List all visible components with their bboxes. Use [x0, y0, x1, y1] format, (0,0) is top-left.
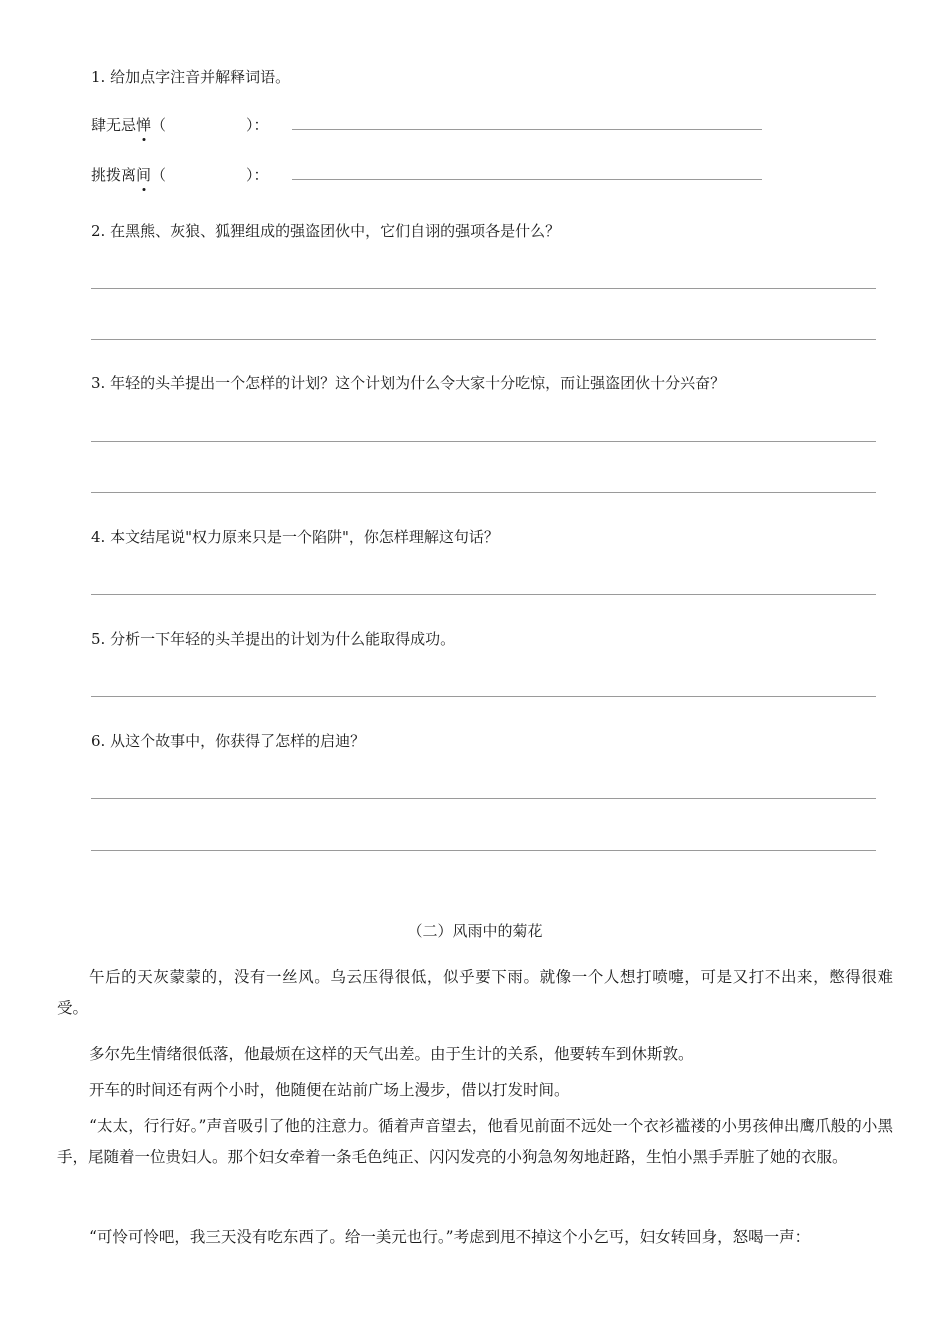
answer-line[interactable]	[91, 696, 876, 697]
vocab-word: 挑拨离	[91, 166, 137, 184]
section-title: （二）风雨中的菊花	[407, 922, 543, 940]
answer-line[interactable]	[91, 492, 876, 493]
paren-open: （	[151, 116, 167, 134]
paragraph: 午后的天灰蒙蒙的，没有一丝风。乌云压得很低，似乎要下雨。就像一个人想打喷嚏，可是又打不出来，憋得很难受。	[57, 968, 893, 1017]
paren-close: ）：	[246, 116, 269, 134]
paragraph: “太太，行行好。”声音吸引了他的注意力。循着声音望去，他看见前面不远处一个衣衫褴褛的小男孩伸出鹰爪般的小黑手，尾随着一位贵妇人。那个妇女牵着一条毛色纯正、闪闪发亮的小狗急匆匆地赶路，生怕小黑手弄脏了她的衣服。	[57, 1117, 893, 1166]
answer-line[interactable]	[91, 339, 876, 340]
answer-line[interactable]	[91, 441, 876, 442]
question-1: 1. 给加点字注音并解释词语。	[91, 68, 291, 86]
paragraph: “可怜可怜吧，我三天没有吃东西了。给一美元也行。”考虑到甩不掉这个小乞丐，妇女转回身，怒喝一声：	[89, 1228, 811, 1246]
vocab-word: 肆无忌	[91, 116, 137, 134]
paragraph: 开车的时间还有两个小时，他随便在站前广场上漫步，借以打发时间。	[89, 1081, 570, 1099]
paren-open: （	[151, 166, 167, 184]
question-2: 2. 在黑熊、灰狼、狐狸组成的强盗团伙中，它们自诩的强项各是什么？	[91, 222, 561, 240]
vocab-item-1	[91, 114, 269, 135]
answer-line[interactable]	[91, 288, 876, 289]
answer-line[interactable]	[91, 850, 876, 851]
question-4: 4. 本文结尾说"权力原来只是一个陷阱"，你怎样理解这句话？	[91, 528, 499, 546]
question-6: 6. 从这个故事中，你获得了怎样的启迪？	[91, 732, 366, 750]
question-5: 5. 分析一下年轻的头羊提出的计划为什么能取得成功。	[91, 630, 456, 648]
vocab-answer-line-1[interactable]	[292, 129, 762, 130]
answer-line[interactable]	[91, 594, 876, 595]
dotted-character: 间	[136, 166, 152, 184]
question-3: 3. 年轻的头羊提出一个怎样的计划？这个计划为什么令大家十分吃惊，而让强盗团伙十分兴奋？	[91, 374, 726, 392]
paren-close: ）：	[246, 166, 269, 184]
dotted-character: 惮	[136, 116, 152, 134]
vocab-answer-line-2[interactable]	[292, 179, 762, 180]
paragraph: 多尔先生情绪很低落，他最烦在这样的天气出差。由于生计的关系，他要转车到休斯敦。	[89, 1045, 694, 1063]
vocab-item-2	[91, 164, 269, 185]
answer-line[interactable]	[91, 798, 876, 799]
